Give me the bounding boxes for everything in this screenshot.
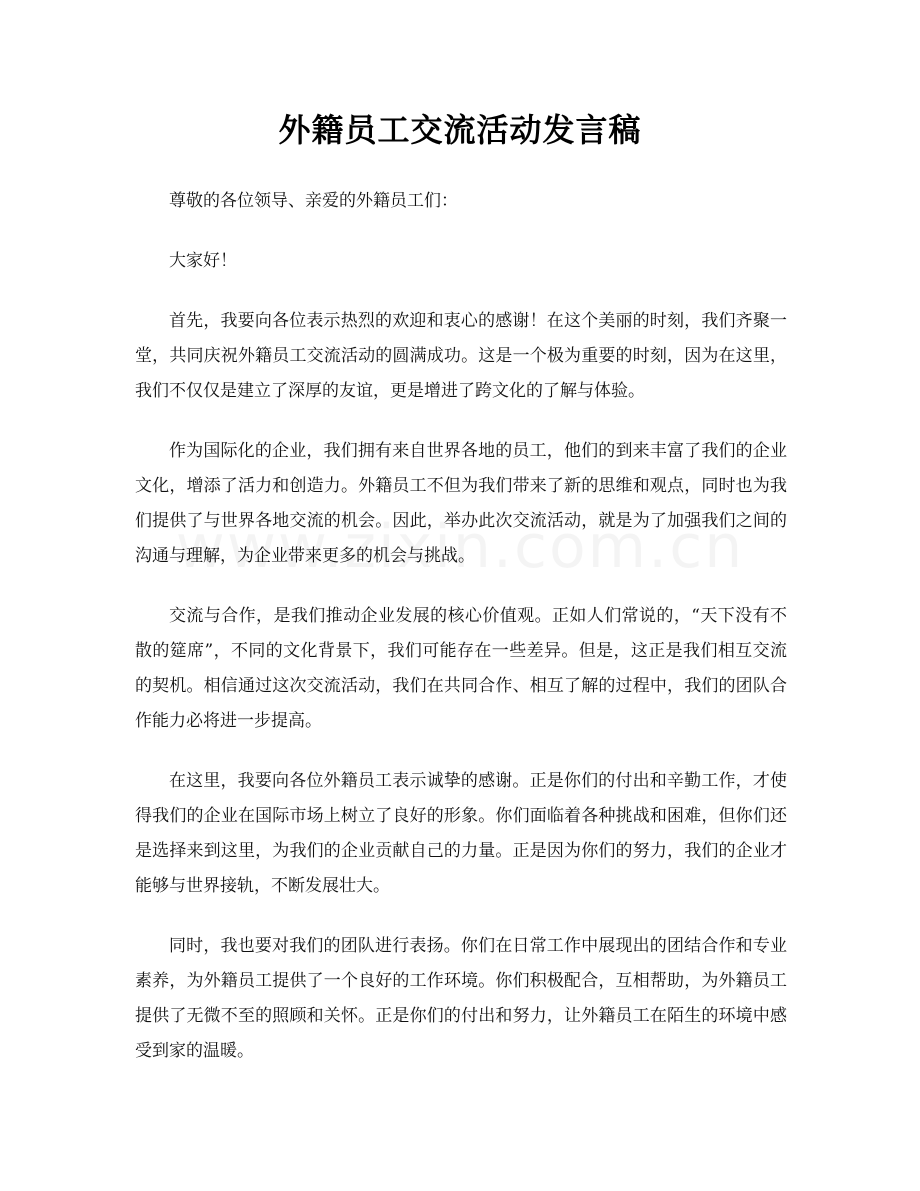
paragraph: 首先，我要向各位表示热烈的欢迎和衷心的感谢！在这个美丽的时刻，我们齐聚一堂，共同庆祝外籍员工交流活动的圆满成功。这是一个极为重要的时刻，因为在这里，我们不仅仅是建立了深厚的友谊，更是增进了跨文化的了解与体验。 <box>135 311 787 401</box>
document-title: 外籍员工交流活动发言稿 <box>278 111 642 149</box>
paragraph: 同时，我也要对我们的团队进行表扬。你们在日常工作中展现出的团结合作和专业素养，为外籍员工提供了一个良好的工作环境。你们积极配合，互相帮助，为外籍员工提供了无微不至的照顾和关怀。正是你们的付出和努力，让外籍员工在陌生的环境中感受到家的温暖。 <box>135 936 787 1061</box>
salutation: 尊敬的各位领导、亲爱的外籍员工们： <box>169 191 458 211</box>
paragraph: 交流与合作，是我们推动企业发展的核心价值观。正如人们常说的，“天下没有不散的筵席”，不同的文化背景下，我们可能存在一些差异。但是，这正是我们相互交流的契机。相信通过这次交流活动，我们在共同合作、相互了解的过程中，我们的团队合作能力必将进一步提高。 <box>135 606 787 731</box>
greeting: 大家好！ <box>169 251 237 271</box>
paragraph: 作为国际化的企业，我们拥有来自世界各地的员工，他们的到来丰富了我们的企业文化，增添了活力和创造力。外籍员工不但为我们带来了新的思维和观点，同时也为我们提供了与世界各地交流的机会。因此，举办此次交流活动，就是为了加强我们之间的沟通与理解，为企业带来更多的机会与挑战。 <box>135 441 787 566</box>
document-body <box>135 184 787 1094</box>
paragraph: 在这里，我要向各位外籍员工表示诚挚的感谢。正是你们的付出和辛勤工作，才使得我们的企业在国际市场上树立了良好的形象。你们面临着各种挑战和困难，但你们还是选择来到这里，为我们的企业贡献自己的力量。正是因为你们的努力，我们的企业才能够与世界接轨，不断发展壮大。 <box>135 771 787 896</box>
